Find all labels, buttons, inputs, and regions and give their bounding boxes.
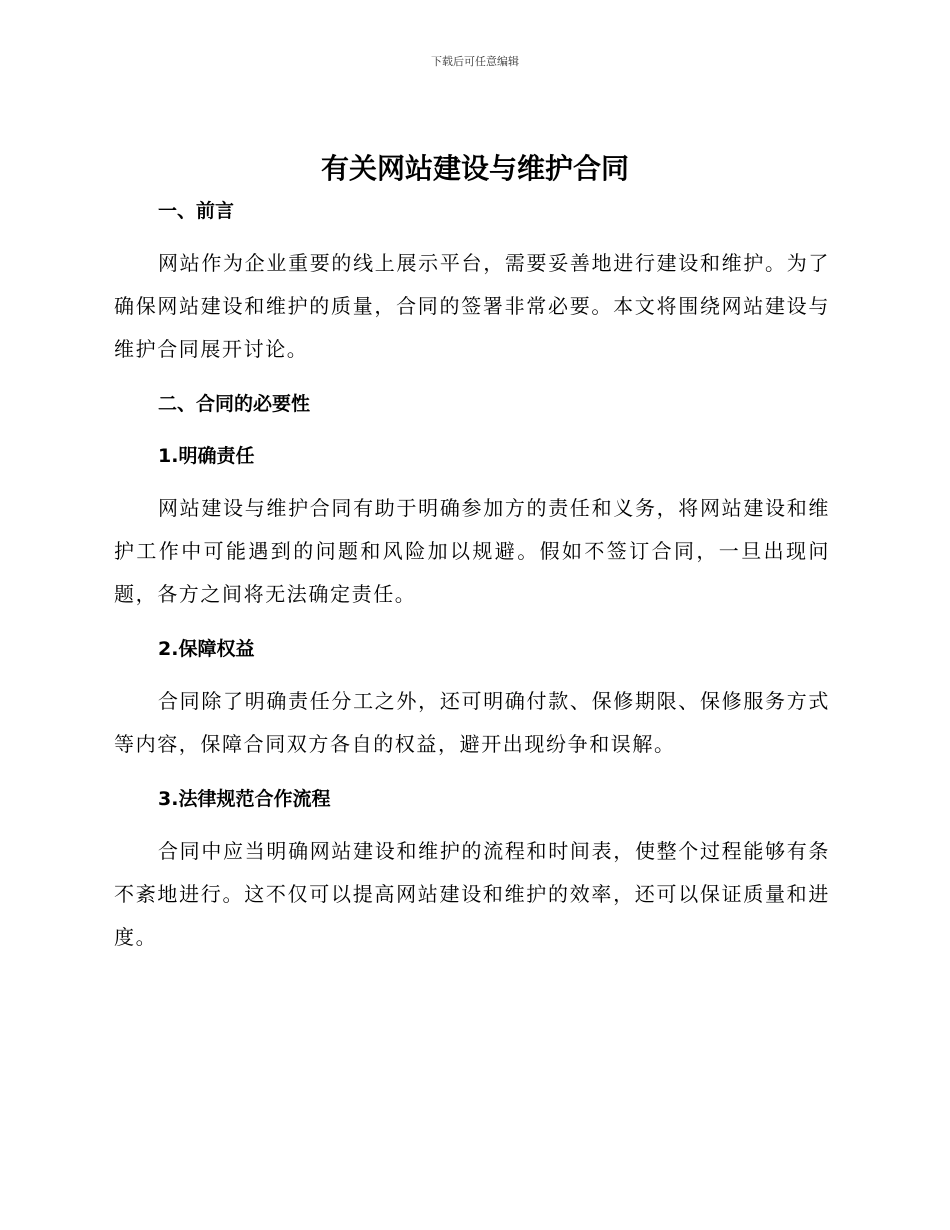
paragraph-legal-process: 合同中应当明确网站建设和维护的流程和时间表，使整个过程能够有条不紊地进行。这不仅可以提高网站建设和维护的效率，还可以保证质量和进度。 xyxy=(114,839,830,949)
document-title: 有关网站建设与维护合同 xyxy=(320,152,629,185)
subheading-clear-responsibility: 1.明确责任 xyxy=(158,445,255,467)
subheading-protect-rights: 2.保障权益 xyxy=(158,638,255,660)
section-heading-necessity: 二、合同的必要性 xyxy=(158,393,311,415)
subheading-legal-process: 3.法律规范合作流程 xyxy=(158,788,331,810)
header-note: 下载后可任意编辑 xyxy=(431,55,519,68)
paragraph-clear-responsibility: 网站建设与维护合同有助于明确参加方的责任和义务，将网站建设和维护工作中可能遇到的问题和风险加以规避。假如不签订合同，一旦出现问题，各方之间将无法确定责任。 xyxy=(114,496,830,606)
paragraph-protect-rights: 合同除了明确责任分工之外，还可明确付款、保修期限、保修服务方式等内容，保障合同双方各自的权益，避开出现纷争和误解。 xyxy=(114,689,830,756)
document-body xyxy=(114,192,830,959)
section-heading-preface: 一、前言 xyxy=(158,200,235,222)
paragraph-preface: 网站作为企业重要的线上展示平台，需要妥善地进行建设和维护。为了确保网站建设和维护的质量，合同的签署非常必要。本文将围绕网站建设与维护合同展开讨论。 xyxy=(114,251,830,361)
